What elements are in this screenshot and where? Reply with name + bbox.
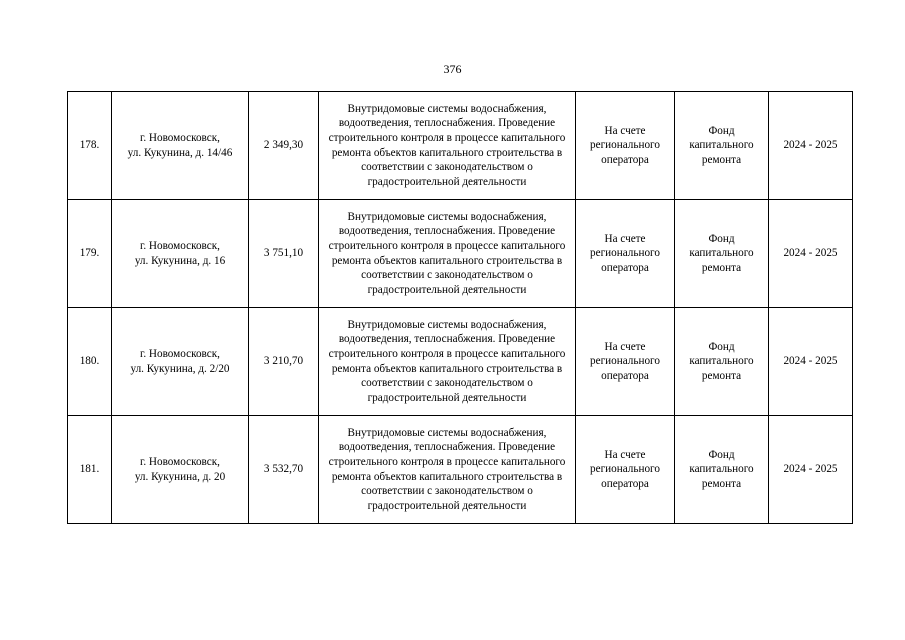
account-cell: На счете регионального оператора — [576, 200, 675, 308]
cost-cell: 3 751,10 — [249, 200, 319, 308]
address-street: ул. Кукунина, д. 20 — [134, 470, 226, 483]
funding-source-cell: Фонд капитального ремонта — [675, 416, 769, 524]
address-cell — [112, 200, 249, 308]
address-city: г. Новомосковск, — [140, 239, 220, 252]
address-cell — [112, 308, 249, 416]
page-number: 376 — [443, 62, 462, 76]
cost-cell: 3 210,70 — [249, 308, 319, 416]
address-street: ул. Кукунина, д. 2/20 — [130, 362, 230, 375]
address-city: г. Новомосковск, — [140, 455, 220, 468]
work-description-cell: Внутридомовые системы водоснабжения, водоотведения, теплоснабжения. Проведение строительного контроля в процессе капитального ремонта объектов капитального строительства в соответствии с законодательством о градостроительной деятельности — [319, 200, 576, 308]
work-description-cell: Внутридомовые системы водоснабжения, водоотведения, теплоснабжения. Проведение строительного контроля в процессе капитального ремонта объектов капитального строительства в соответствии с законодательством о градостроительной деятельности — [319, 92, 576, 200]
funding-source-cell: Фонд капитального ремонта — [675, 308, 769, 416]
address-street: ул. Кукунина, д. 14/46 — [127, 146, 233, 159]
address-cell — [112, 416, 249, 524]
address-city: г. Новомосковск, — [140, 347, 220, 360]
work-description-cell: Внутридомовые системы водоснабжения, водоотведения, теплоснабжения. Проведение строительного контроля в процессе капитального ремонта объектов капитального строительства в соответствии с законодательством о градостроительной деятельности — [319, 308, 576, 416]
cost-cell: 2 349,30 — [249, 92, 319, 200]
funding-source-cell: Фонд капитального ремонта — [675, 200, 769, 308]
table-row — [68, 200, 853, 308]
funding-source-cell: Фонд капитального ремонта — [675, 92, 769, 200]
address-cell — [112, 92, 249, 200]
address-street: ул. Кукунина, д. 16 — [134, 254, 226, 267]
period-cell: 2024 - 2025 — [769, 416, 853, 524]
row-number: 179. — [68, 200, 112, 308]
work-description-cell: Внутридомовые системы водоснабжения, водоотведения, теплоснабжения. Проведение строительного контроля в процессе капитального ремонта объектов капитального строительства в соответствии с законодательством о градостроительной деятельности — [319, 416, 576, 524]
period-cell: 2024 - 2025 — [769, 308, 853, 416]
cost-cell: 3 532,70 — [249, 416, 319, 524]
account-cell: На счете регионального оператора — [576, 308, 675, 416]
table-row — [68, 308, 853, 416]
period-cell: 2024 - 2025 — [769, 200, 853, 308]
account-cell: На счете регионального оператора — [576, 416, 675, 524]
capital-repair-table — [67, 91, 853, 524]
row-number: 178. — [68, 92, 112, 200]
period-cell: 2024 - 2025 — [769, 92, 853, 200]
address-city: г. Новомосковск, — [140, 131, 220, 144]
table-row — [68, 416, 853, 524]
row-number: 180. — [68, 308, 112, 416]
table-row — [68, 92, 853, 200]
account-cell: На счете регионального оператора — [576, 92, 675, 200]
row-number: 181. — [68, 416, 112, 524]
